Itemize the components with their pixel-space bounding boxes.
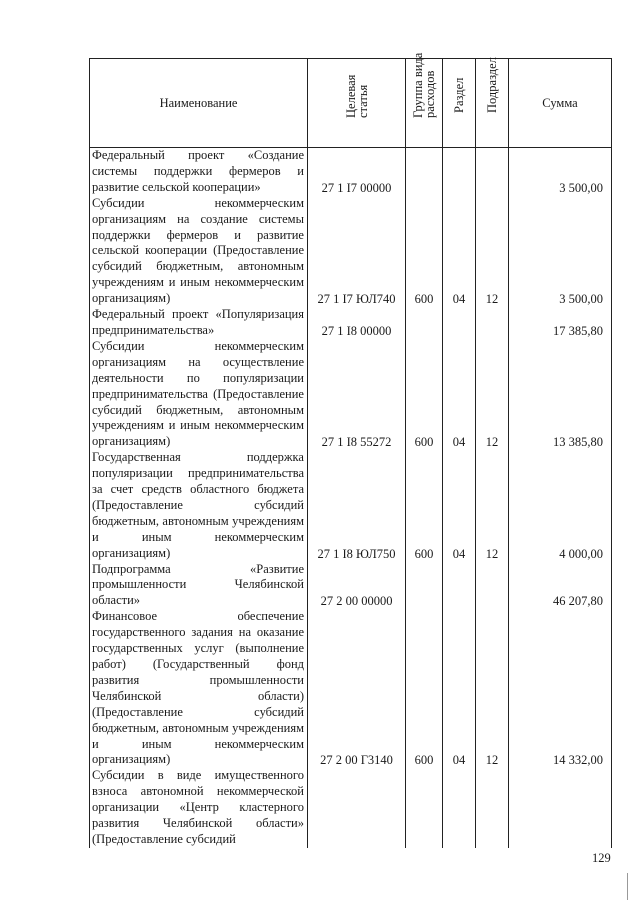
header-sum: Сумма (509, 59, 612, 148)
table-row (90, 196, 612, 307)
row-sum: 4 000,00 (509, 450, 612, 561)
row-target-article (308, 768, 406, 848)
row-target-article: 27 1 I8 00000 (308, 307, 406, 339)
row-section: 04 (443, 609, 476, 768)
table-row (90, 148, 612, 196)
table-row (90, 768, 612, 848)
row-subsection: 12 (476, 450, 509, 561)
row-name: Подпрограмма «Развитие промышленности Челябинской области» (90, 562, 308, 610)
row-expense-group (406, 307, 443, 339)
row-subsection: 12 (476, 339, 509, 450)
row-subsection (476, 307, 509, 339)
row-target-article: 27 1 I8 ЮЛ750 (308, 450, 406, 561)
row-expense-group (406, 562, 443, 610)
row-name: Финансовое обеспечение государственного задания на оказание государственных услуг (выполнение работ) (Государственный фонд развития промышленности Челябинской области) (Предоставление субсидий бюджетным, автономным учреждениям и иным некоммерческим организациям) (90, 609, 308, 768)
header-section: Раздел (443, 59, 476, 148)
row-subsection: 12 (476, 609, 509, 768)
row-sum: 3 500,00 (509, 148, 612, 196)
header-expense-group: Группа вида расходов (406, 59, 443, 148)
row-name: Субсидии в виде имущественного взноса автономной некоммерческой организации «Центр кластерного развития Челябинской области» (Предоставление субсидий (90, 768, 308, 848)
row-sum: 3 500,00 (509, 196, 612, 307)
table-header-row (90, 59, 612, 148)
table-row (90, 562, 612, 610)
table-row (90, 450, 612, 561)
row-target-article: 27 1 I7 00000 (308, 148, 406, 196)
row-expense-group (406, 768, 443, 848)
row-sum: 46 207,80 (509, 562, 612, 610)
row-expense-group: 600 (406, 196, 443, 307)
row-expense-group: 600 (406, 609, 443, 768)
row-section (443, 148, 476, 196)
budget-table (89, 52, 612, 848)
row-subsection (476, 148, 509, 196)
row-target-article: 27 2 00 00000 (308, 562, 406, 610)
row-name: Федеральный проект «Популяризация предпринимательства» (90, 307, 308, 339)
row-subsection (476, 562, 509, 610)
row-name: Субсидии некоммерческим организациям на осуществление деятельности по популяризации предпринимательства (Предоставление субсидий бюджетным, автономным учреждениям и иным некоммерческим организациям) (90, 339, 308, 450)
row-name: Государственная поддержка популяризации предпринимательства за счет средств областного бюджета (Предоставление субсидий бюджетным, автономным учреждениям и иным некоммерческим организациям) (90, 450, 308, 561)
row-sum: 14 332,00 (509, 609, 612, 768)
row-name: Субсидии некоммерческим организациям на создание системы поддержки фермеров и развитие сельской кооперации (Предоставление субсидий бюджетным, автономным учреждениям и иным некоммерческим организациям) (90, 196, 308, 307)
row-subsection (476, 768, 509, 848)
row-sum (509, 768, 612, 848)
scan-edge-mark (627, 873, 628, 900)
row-expense-group (406, 148, 443, 196)
row-section: 04 (443, 450, 476, 561)
row-target-article: 27 1 I8 55272 (308, 339, 406, 450)
header-target-article: Целевая статья (308, 59, 406, 148)
row-expense-group: 600 (406, 450, 443, 561)
row-section: 04 (443, 196, 476, 307)
row-section (443, 307, 476, 339)
row-target-article: 27 2 00 Г3140 (308, 609, 406, 768)
row-name: Федеральный проект «Создание системы поддержки фермеров и развитие сельской кооперации» (90, 148, 308, 196)
page-number: 129 (592, 851, 611, 865)
header-name: Наименование (90, 59, 308, 148)
table-row (90, 307, 612, 339)
table-row (90, 339, 612, 450)
header-subsection: Подраздел (476, 59, 509, 148)
row-sum: 13 385,80 (509, 339, 612, 450)
row-target-article: 27 1 I7 ЮЛ740 (308, 196, 406, 307)
row-expense-group: 600 (406, 339, 443, 450)
row-sum: 17 385,80 (509, 307, 612, 339)
table-row (90, 609, 612, 768)
row-section (443, 768, 476, 848)
row-section (443, 562, 476, 610)
row-subsection: 12 (476, 196, 509, 307)
row-section: 04 (443, 339, 476, 450)
